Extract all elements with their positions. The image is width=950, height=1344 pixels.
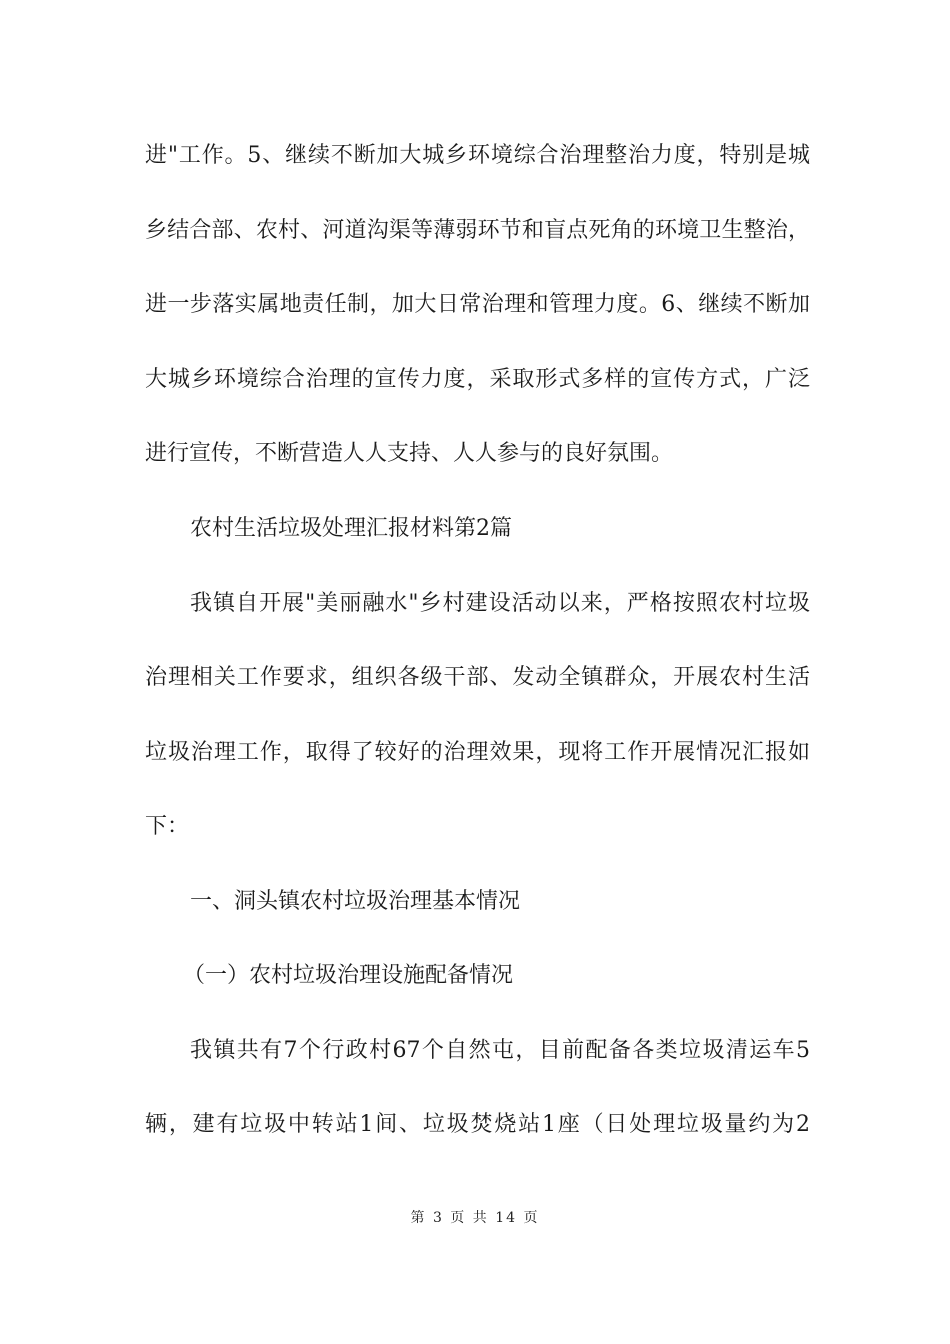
body-text-line: 乡结合部、农村、河道沟渠等薄弱环节和盲点死角的环境卫生整治， [145, 218, 810, 243]
body-text-line: 我镇共有7个行政村67个自然屯，目前配备各类垃圾清运车5 [190, 1038, 810, 1063]
body-text-line: 治理相关工作要求，组织各级干部、发动全镇群众，开展农村生活 [145, 665, 810, 690]
body-text-line: 进行宣传，不断营造人人支持、人人参与的良好氛围。 [145, 441, 674, 466]
body-text-line: 辆，建有垃圾中转站1间、垃圾焚烧站1座（日处理垃圾量约为2 [145, 1112, 810, 1137]
section-heading: 农村生活垃圾处理汇报材料第2篇 [190, 516, 512, 541]
page-number-footer: 第 3 页 共 14 页 [410, 1210, 540, 1226]
body-text-line: 垃圾治理工作，取得了较好的治理效果，现将工作开展情况汇报如 [145, 740, 810, 765]
body-text-line: 大城乡环境综合治理的宣传力度，采取形式多样的宣传方式，广泛 [145, 367, 810, 392]
body-text-line: 进一步落实属地责任制，加大日常治理和管理力度。6、继续不断加 [145, 292, 810, 317]
body-text-line: 进"工作。5、继续不断加大城乡环境综合治理整治力度，特别是城 [145, 143, 810, 168]
body-text-line: 下： [145, 814, 190, 839]
subsection-heading: 一、洞头镇农村垃圾治理基本情况 [190, 889, 521, 914]
subsection-heading: （一）农村垃圾治理设施配备情况 [183, 963, 514, 988]
body-text-line: 我镇自开展"美丽融水"乡村建设活动以来，严格按照农村垃圾 [190, 591, 810, 616]
